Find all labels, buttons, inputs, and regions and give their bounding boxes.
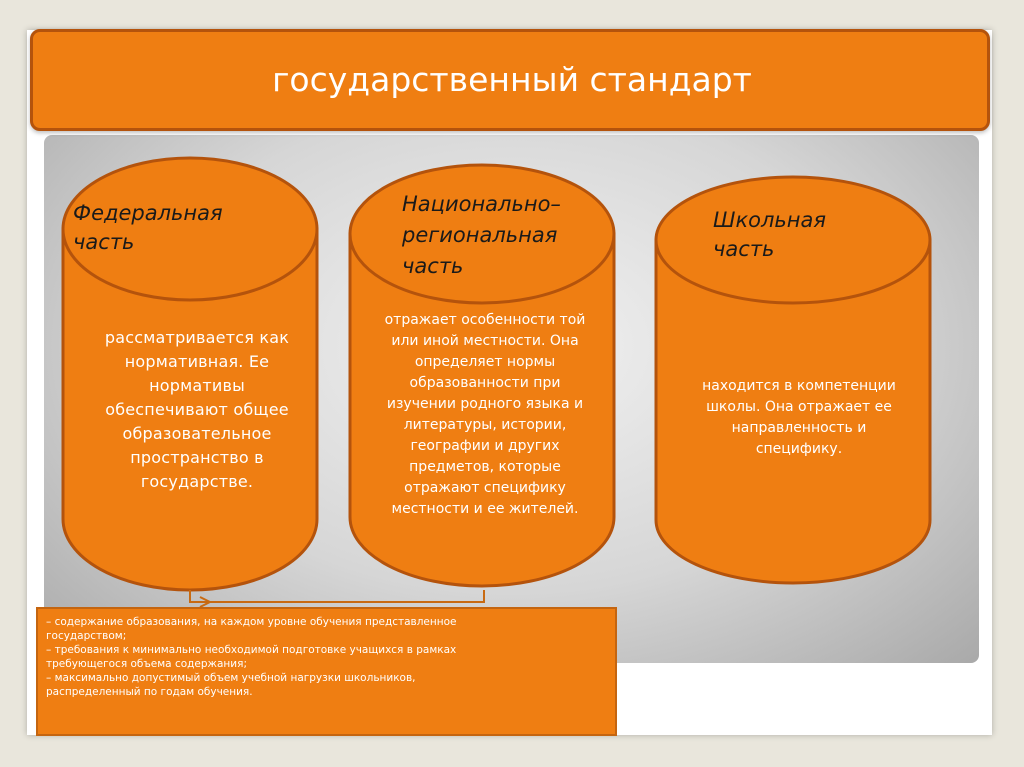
part-description-school bbox=[668, 376, 930, 460]
body-line: географии и других bbox=[410, 438, 560, 454]
body-line: местности и ее жителей. bbox=[391, 501, 579, 517]
part-title-regional bbox=[402, 189, 561, 282]
title-line: часть bbox=[713, 237, 775, 261]
body-line: определяет нормы bbox=[414, 354, 556, 370]
body-line: специфику. bbox=[755, 441, 843, 457]
body-line: отражают специфику bbox=[404, 480, 566, 496]
body-line: литературы, истории, bbox=[403, 417, 567, 433]
note-line: – максимально допустимый объем учебной нагрузки школьников, bbox=[46, 672, 416, 684]
body-line: отражает особенности той bbox=[384, 312, 586, 328]
standard-contents-note bbox=[36, 607, 617, 736]
title-line: часть bbox=[73, 230, 135, 254]
body-line: или иной местности. Она bbox=[391, 333, 579, 349]
note-line: – содержание образования, на каждом уровне обучения представленное bbox=[46, 616, 457, 628]
part-title-federal bbox=[73, 199, 223, 257]
title-line: региональная bbox=[402, 223, 558, 247]
body-line: пространство в bbox=[130, 448, 264, 467]
body-line: нормативная. Ее bbox=[124, 352, 270, 371]
body-line: школы. Она отражает ее bbox=[706, 399, 892, 415]
note-line: требующегося объема содержания; bbox=[46, 658, 247, 670]
body-line: направленность и bbox=[731, 420, 867, 436]
body-line: находится в компетенции bbox=[702, 378, 896, 394]
title-line: Школьная bbox=[713, 208, 827, 232]
title-line: Национально– bbox=[402, 192, 561, 216]
part-title-school bbox=[713, 206, 826, 264]
note-line: распределенный по годам обучения. bbox=[46, 686, 253, 698]
body-line: государстве. bbox=[140, 472, 254, 491]
connector-bracket bbox=[190, 590, 484, 607]
body-line: обеспечивают общее bbox=[105, 400, 289, 419]
body-line: изучении родного языка и bbox=[386, 396, 584, 412]
body-line: образовательное bbox=[122, 424, 272, 443]
part-description-regional bbox=[357, 310, 613, 520]
body-line: нормативы bbox=[149, 376, 245, 395]
note-line: государством; bbox=[46, 630, 127, 642]
title-line: часть bbox=[402, 254, 464, 278]
part-description-federal bbox=[74, 326, 320, 494]
page-title: государственный стандарт bbox=[272, 60, 752, 99]
body-line: образованности при bbox=[409, 375, 561, 391]
title-line: Федеральная bbox=[73, 201, 223, 225]
body-line: рассматривается как bbox=[104, 328, 290, 347]
note-line: – требования к минимально необходимой подготовке учащихся в рамках bbox=[46, 644, 457, 656]
body-line: предметов, которые bbox=[409, 459, 561, 475]
